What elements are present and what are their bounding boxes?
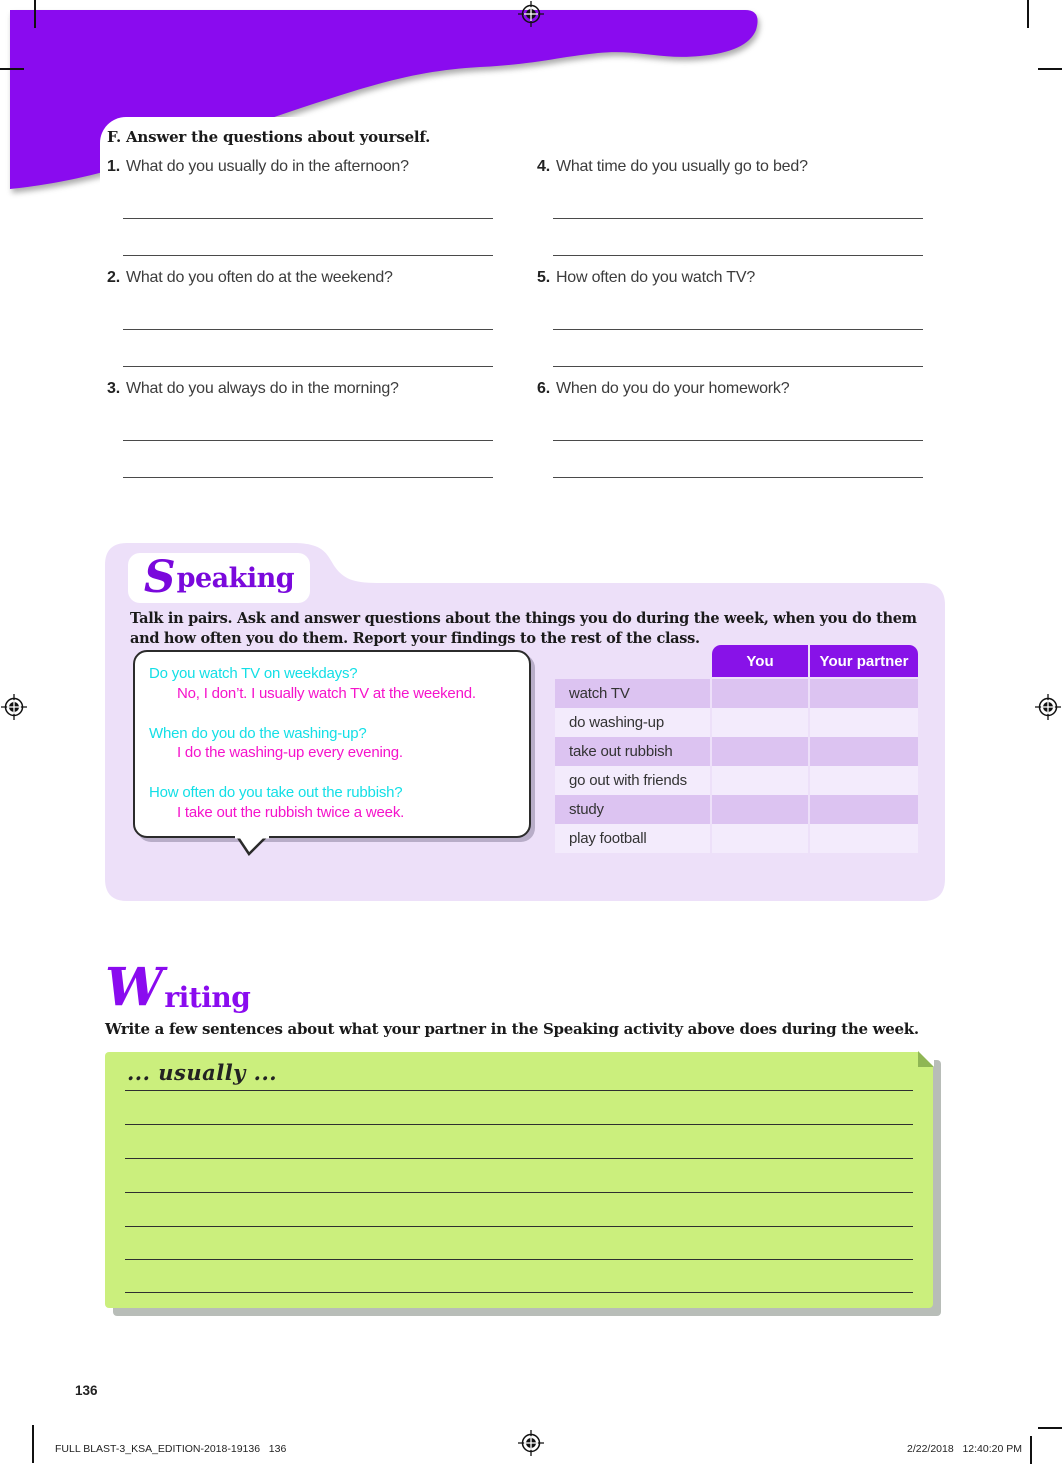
answer-line[interactable] (123, 366, 493, 367)
table-cell-partner[interactable] (810, 737, 918, 766)
crop-mark (32, 1425, 34, 1463)
pad-writing-line[interactable] (125, 1090, 913, 1091)
dialogue-pair (149, 783, 517, 823)
dialogue-pair (149, 724, 517, 764)
answer-line[interactable] (123, 329, 493, 330)
question-label: What time do you usually go to bed? (555, 158, 808, 175)
table-row (555, 824, 918, 853)
pad-writing-line[interactable] (125, 1292, 913, 1293)
question-number: 1. (107, 158, 120, 175)
crop-mark (1027, 0, 1029, 28)
question-label: How often do you watch TV? (555, 269, 756, 286)
question-text (107, 380, 537, 398)
answer-line[interactable] (123, 255, 493, 256)
answer-line[interactable] (553, 440, 923, 441)
question-block-6 (537, 380, 967, 491)
registration-target-icon (1035, 694, 1061, 720)
table-row (555, 737, 918, 766)
table-row-label: watch TV (555, 679, 710, 708)
table-cell-partner[interactable] (810, 708, 918, 737)
question-block-4 (537, 158, 967, 269)
question-text (537, 380, 967, 398)
table-cell-you[interactable] (712, 766, 808, 795)
exercise-f-section (107, 128, 967, 397)
table-cell-you[interactable] (712, 824, 808, 853)
dialogue-answer: I do the washing-up every evening. (177, 744, 403, 762)
crop-mark (1038, 68, 1062, 70)
writing-heading (105, 957, 965, 1018)
table-cell-you[interactable] (712, 679, 808, 708)
question-block-1 (107, 158, 537, 269)
pad-writing-line[interactable] (125, 1259, 913, 1260)
registration-target-icon (518, 1, 544, 27)
dialogue-answer: No, I don’t. I usually watch TV at the weekend. (177, 684, 476, 702)
table-body (555, 679, 918, 853)
exercise-f-questions (107, 158, 967, 491)
question-text (537, 269, 967, 287)
crop-mark (34, 0, 36, 28)
dialogue-answer: I take out the rubbish twice a week. (177, 803, 405, 821)
dialogue-speech-bubble (133, 650, 531, 838)
table-row (555, 795, 918, 824)
pad-folded-corner (918, 1051, 934, 1067)
table-row-label: play football (555, 824, 710, 853)
speaking-section (105, 543, 945, 903)
table-row-label: take out rubbish (555, 737, 710, 766)
table-row-label: do washing-up (555, 708, 710, 737)
table-header-your-partner: Your partner (810, 645, 918, 677)
writing-initial-letter: W (105, 957, 164, 1018)
registration-target-icon (518, 1430, 544, 1456)
question-text (107, 269, 537, 287)
answer-line[interactable] (553, 366, 923, 367)
table-cell-you[interactable] (712, 708, 808, 737)
pad-writing-line[interactable] (125, 1124, 913, 1125)
table-cell-partner[interactable] (810, 679, 918, 708)
question-number: 4. (537, 158, 550, 175)
table-row (555, 679, 918, 708)
speaking-heading-rest: peaking (176, 562, 295, 594)
page-number: 136 (75, 1383, 98, 1398)
questions-left-column (107, 158, 537, 491)
print-slug-left: FULL BLAST-3_KSA_EDITION-2018-19136 136 (55, 1443, 287, 1455)
pad-writing-line[interactable] (125, 1192, 913, 1193)
question-label: What do you always do in the morning? (125, 380, 399, 397)
pad-writing-line[interactable] (125, 1226, 913, 1227)
speaking-initial-letter: S (143, 552, 176, 603)
question-number: 3. (107, 380, 120, 397)
table-row (555, 708, 918, 737)
dialogue-question: Do you watch TV on weekdays? (149, 665, 358, 682)
question-number: 5. (537, 269, 550, 286)
crop-mark (1030, 1436, 1032, 1464)
question-block-3 (107, 380, 537, 491)
question-label: What do you usually do in the afternoon? (125, 158, 409, 175)
table-cell-partner[interactable] (810, 766, 918, 795)
question-text (537, 158, 967, 176)
answer-line[interactable] (553, 255, 923, 256)
question-text (107, 158, 537, 176)
crop-mark (0, 68, 24, 70)
question-label: When do you do your homework? (555, 380, 790, 397)
answer-line[interactable] (553, 477, 923, 478)
speaking-heading (128, 553, 310, 603)
pad-prompt-text: ... usually ... (127, 1060, 278, 1085)
speech-bubble-tail (235, 836, 269, 858)
exercise-f-title: F. Answer the questions about yourself. (107, 128, 431, 146)
dialogue-pair (149, 664, 517, 704)
print-slug-right: 2/22/2018 12:40:20 PM (906, 1443, 1022, 1455)
question-block-5 (537, 269, 967, 380)
question-number: 2. (107, 269, 120, 286)
question-label: What do you often do at the weekend? (125, 269, 393, 286)
dialogue-question: How often do you take out the rubbish? (149, 784, 403, 802)
answer-line[interactable] (123, 477, 493, 478)
table-row-label: go out with friends (555, 766, 710, 795)
answer-line[interactable] (553, 329, 923, 330)
table-header-you: You (712, 645, 808, 677)
question-number: 6. (537, 380, 550, 397)
table-row-label: study (555, 795, 710, 824)
registration-target-icon (1, 694, 27, 720)
writing-heading-rest: riting (164, 981, 251, 1014)
table-header-row (712, 645, 918, 677)
answer-line[interactable] (123, 440, 493, 441)
table-cell-partner[interactable] (810, 824, 918, 853)
pad-writing-line[interactable] (125, 1158, 913, 1159)
question-block-2 (107, 269, 537, 380)
table-cell-partner[interactable] (810, 795, 918, 824)
crop-mark (1038, 1427, 1062, 1429)
table-cell-you[interactable] (712, 737, 808, 766)
dialogue-question: When do you do the washing-up? (149, 724, 367, 742)
questions-right-column (537, 158, 967, 491)
speaking-instructions: Talk in pairs. Ask and answer questions about the things you do during the week, when you do them and how often you do them. Report your findings to the rest of the class. (130, 610, 917, 647)
writing-instructions: Write a few sentences about what your partner in the Speaking activity above does during the week. (105, 1020, 919, 1038)
answer-line[interactable] (123, 218, 493, 219)
writing-pad[interactable] (105, 1052, 933, 1308)
writing-section (105, 957, 965, 1085)
table-row (555, 766, 918, 795)
answer-line[interactable] (553, 218, 923, 219)
table-cell-you[interactable] (712, 795, 808, 824)
